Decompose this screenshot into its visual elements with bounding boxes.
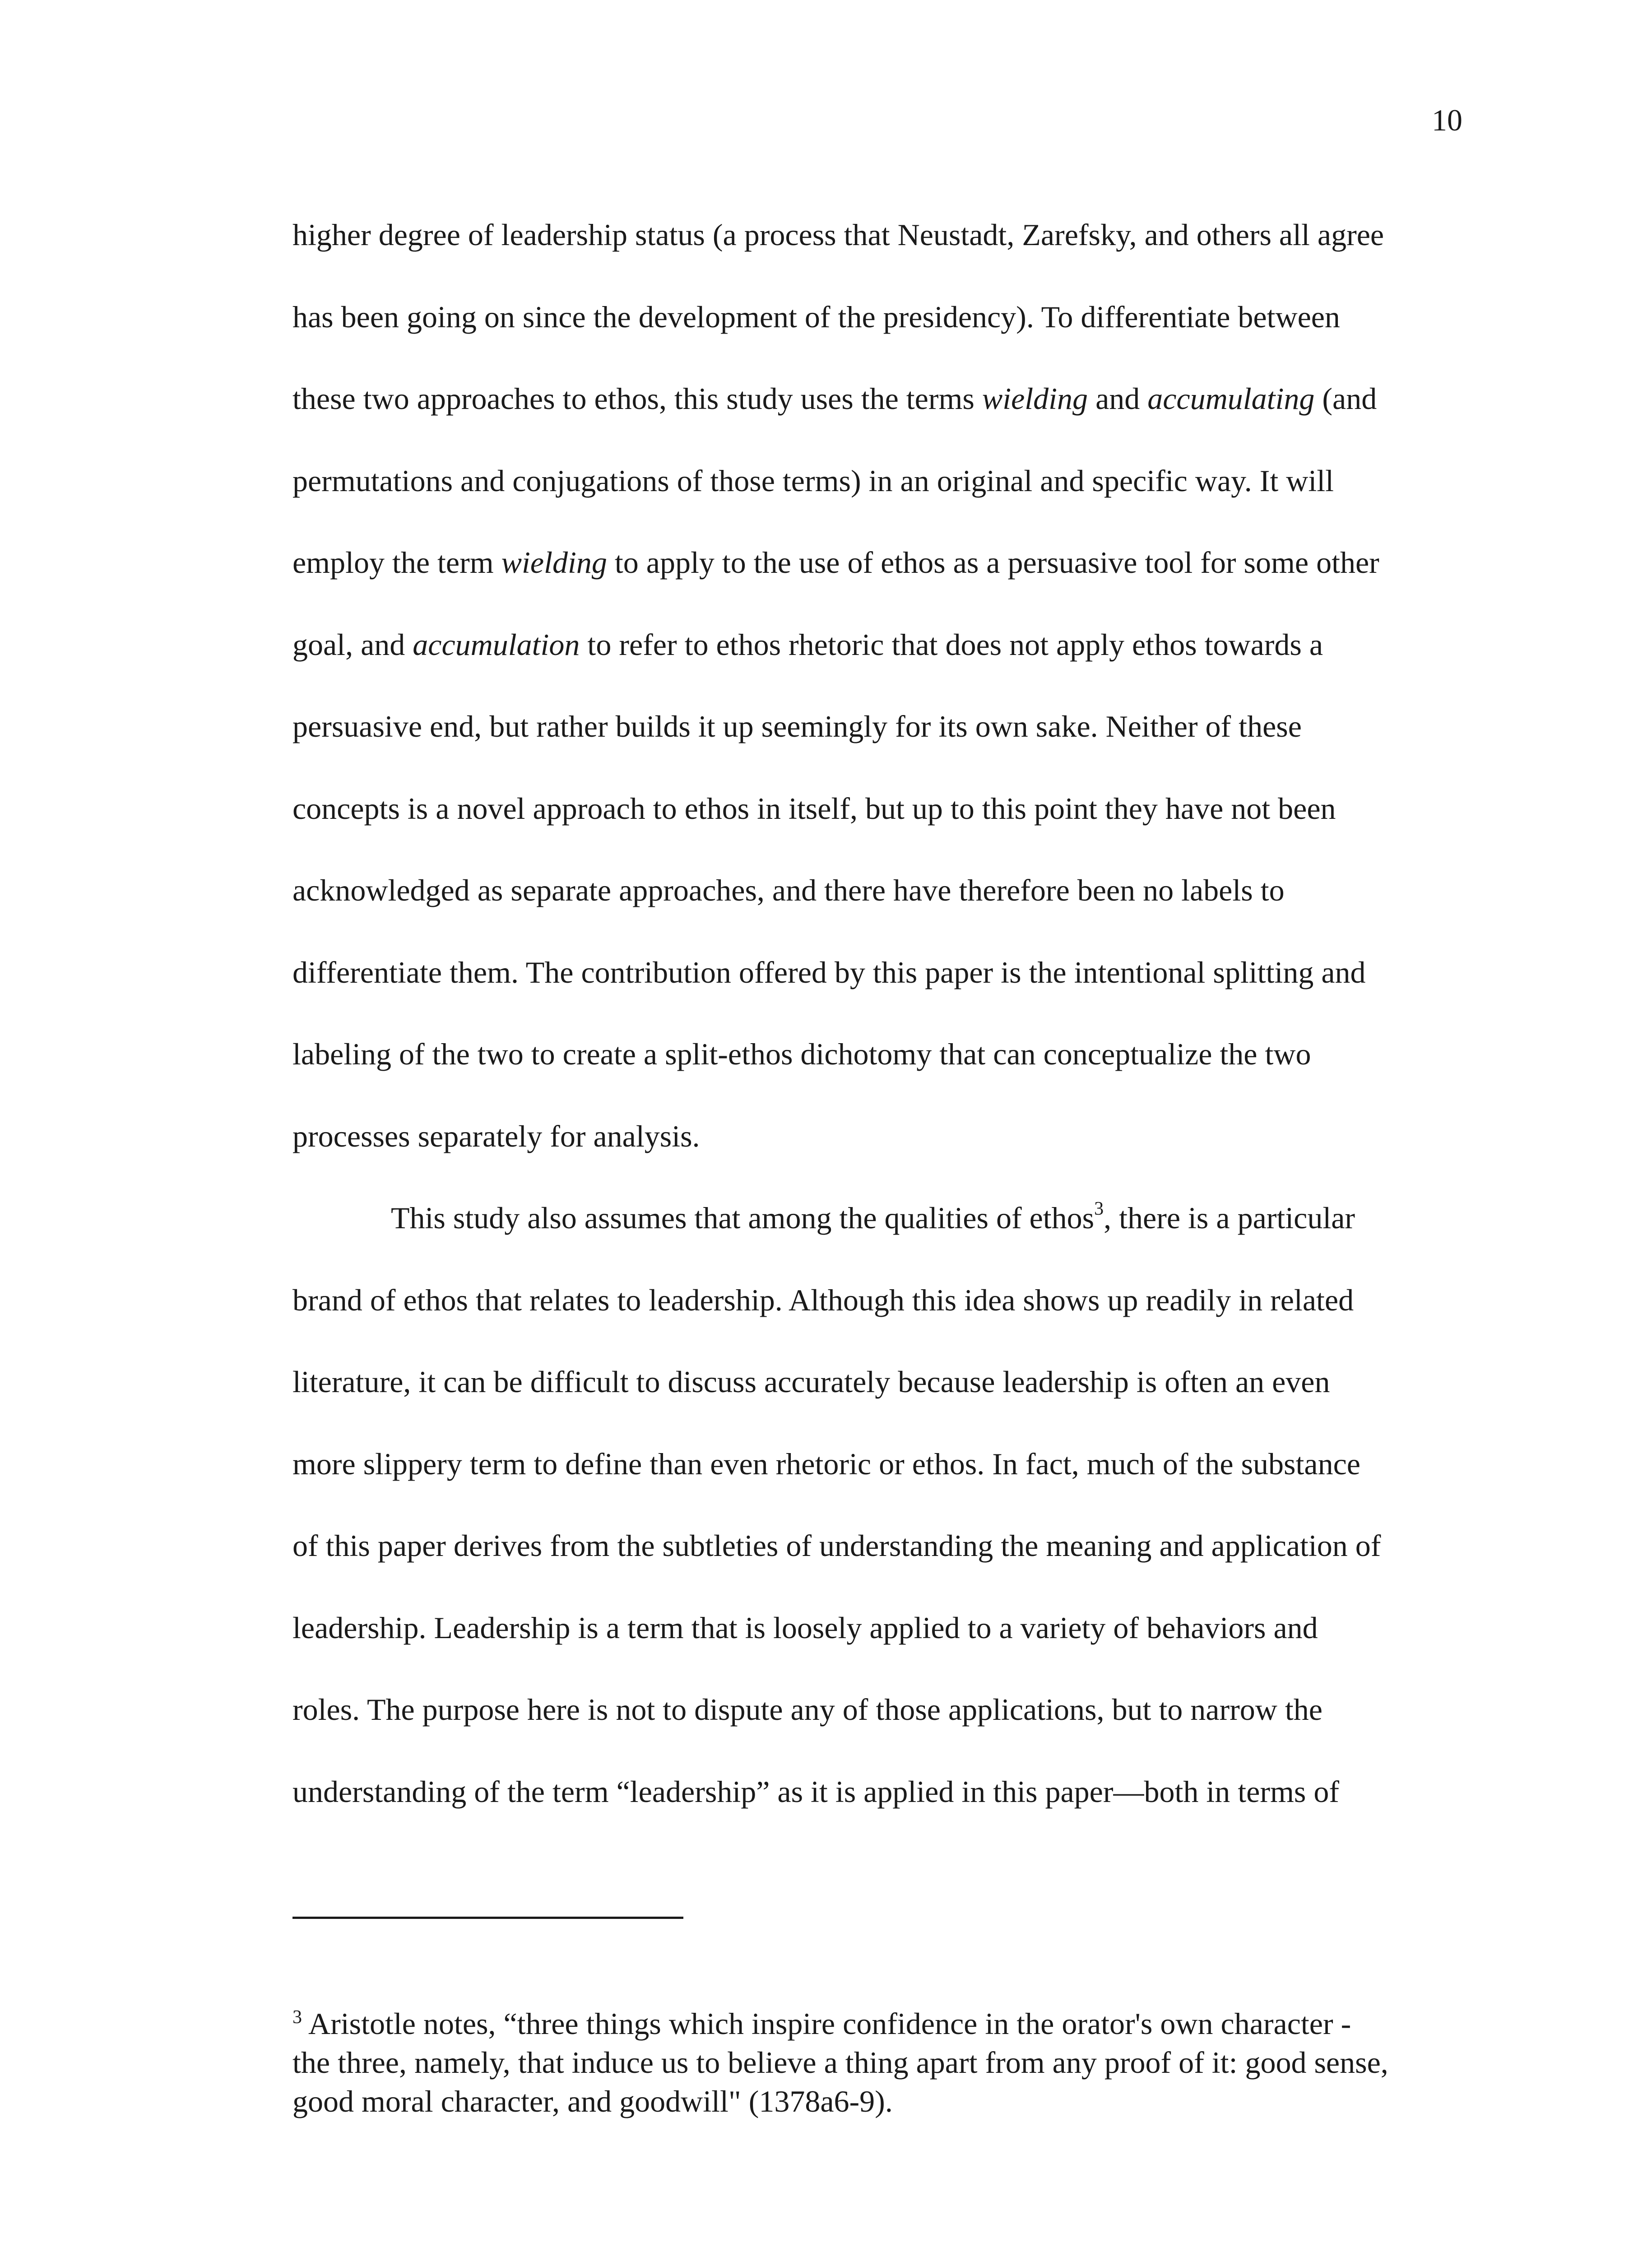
- paragraph: [292, 217, 1466, 1200]
- footnote-reference: 3: [1094, 1198, 1104, 1220]
- text-line: [292, 954, 1466, 1036]
- text-line: [292, 1774, 1466, 1856]
- text-segment: employ the term: [292, 545, 501, 580]
- text-segment: and: [1088, 381, 1148, 416]
- italic-term: accumulating: [1147, 381, 1315, 416]
- text-line: [292, 708, 1466, 790]
- text-line: [292, 381, 1466, 463]
- text-segment: acknowledged as separate approaches, and there have therefore been no labels to: [292, 873, 1285, 907]
- italic-term: wielding: [501, 545, 607, 580]
- text-line: [292, 1610, 1466, 1692]
- text-segment: differentiate them. The contribution offered by this paper is the intentional splitting and: [292, 955, 1366, 989]
- text-segment: (and: [1314, 381, 1377, 416]
- text-segment: labeling of the two to create a split-ethos dichotomy that can conceptualize the two: [292, 1037, 1311, 1071]
- text-line: [292, 299, 1466, 381]
- footnote-separator: [292, 1917, 683, 1919]
- text-line: [292, 1691, 1466, 1774]
- paragraph: [292, 1200, 1466, 1855]
- text-segment: permutations and conjugations of those terms) in an original and specific way. It will: [292, 463, 1334, 498]
- text-segment: processes separately for analysis.: [292, 1119, 700, 1153]
- text-line: [292, 1200, 1466, 1282]
- text-segment: to refer to ethos rhetoric that does not apply ethos towards a: [580, 627, 1323, 662]
- text-segment: persuasive end, but rather builds it up seemingly for its own sake. Neither of these: [292, 709, 1302, 743]
- italic-term: accumulation: [413, 627, 580, 662]
- text-line: [292, 1446, 1466, 1528]
- footnote: [292, 2004, 1489, 2121]
- text-segment: concepts is a novel approach to ethos in itself, but up to this point they have not been: [292, 791, 1336, 826]
- text-segment: higher degree of leadership status (a process that Neustadt, Zarefsky, and others all agree: [292, 218, 1384, 252]
- text-segment: more slippery term to define than even rhetoric or ethos. In fact, much of the substance: [292, 1446, 1360, 1481]
- text-segment: goal, and: [292, 627, 413, 662]
- text-line: [292, 1036, 1466, 1118]
- footnote-marker: 3: [292, 2007, 302, 2028]
- footnote-line: [292, 2004, 1489, 2043]
- text-line: [292, 872, 1466, 954]
- text-line: [292, 463, 1466, 545]
- italic-term: wielding: [982, 381, 1088, 416]
- text-segment: This study also assumes that among the qualities of ethos: [391, 1201, 1095, 1235]
- text-line: [292, 1282, 1466, 1364]
- text-line: [292, 790, 1466, 873]
- text-segment: these two approaches to ethos, this study uses the terms: [292, 381, 982, 416]
- text-segment: roles. The purpose here is not to dispute any of those applications, but to narrow the: [292, 1692, 1323, 1727]
- text-segment: has been going on since the development of the presidency). To differentiate between: [292, 299, 1340, 334]
- text-line: [292, 217, 1466, 299]
- text-segment: leadership. Leadership is a term that is loosely applied to a variety of behaviors and: [292, 1610, 1318, 1645]
- text-line: [292, 1118, 1466, 1200]
- page-number: 10: [1432, 103, 1462, 137]
- text-segment: understanding of the term “leadership” as it is applied in this paper—both in terms of: [292, 1774, 1339, 1809]
- text-segment: to apply to the use of ethos as a persuasive tool for some other: [607, 545, 1379, 580]
- footnote-line-text: Aristotle notes, “three things which inspire confidence in the orator's own character -: [308, 2006, 1351, 2041]
- text-segment: , there is a particular: [1104, 1201, 1355, 1235]
- text-line: [292, 544, 1466, 627]
- text-line: [292, 1528, 1466, 1610]
- text-segment: of this paper derives from the subtleties of understanding the meaning and application of: [292, 1528, 1381, 1563]
- text-line: [292, 1364, 1466, 1446]
- text-segment: literature, it can be difficult to discuss accurately because leadership is often an even: [292, 1365, 1330, 1399]
- footnote-line: good moral character, and goodwill" (1378a6-9).: [292, 2084, 893, 2118]
- text-line: [292, 627, 1466, 709]
- text-segment: brand of ethos that relates to leadership. Although this idea shows up readily in related: [292, 1282, 1354, 1317]
- body-text: [292, 217, 1466, 1855]
- footnote-line: the three, namely, that induce us to believe a thing apart from any proof of it: good sense,: [292, 2045, 1388, 2080]
